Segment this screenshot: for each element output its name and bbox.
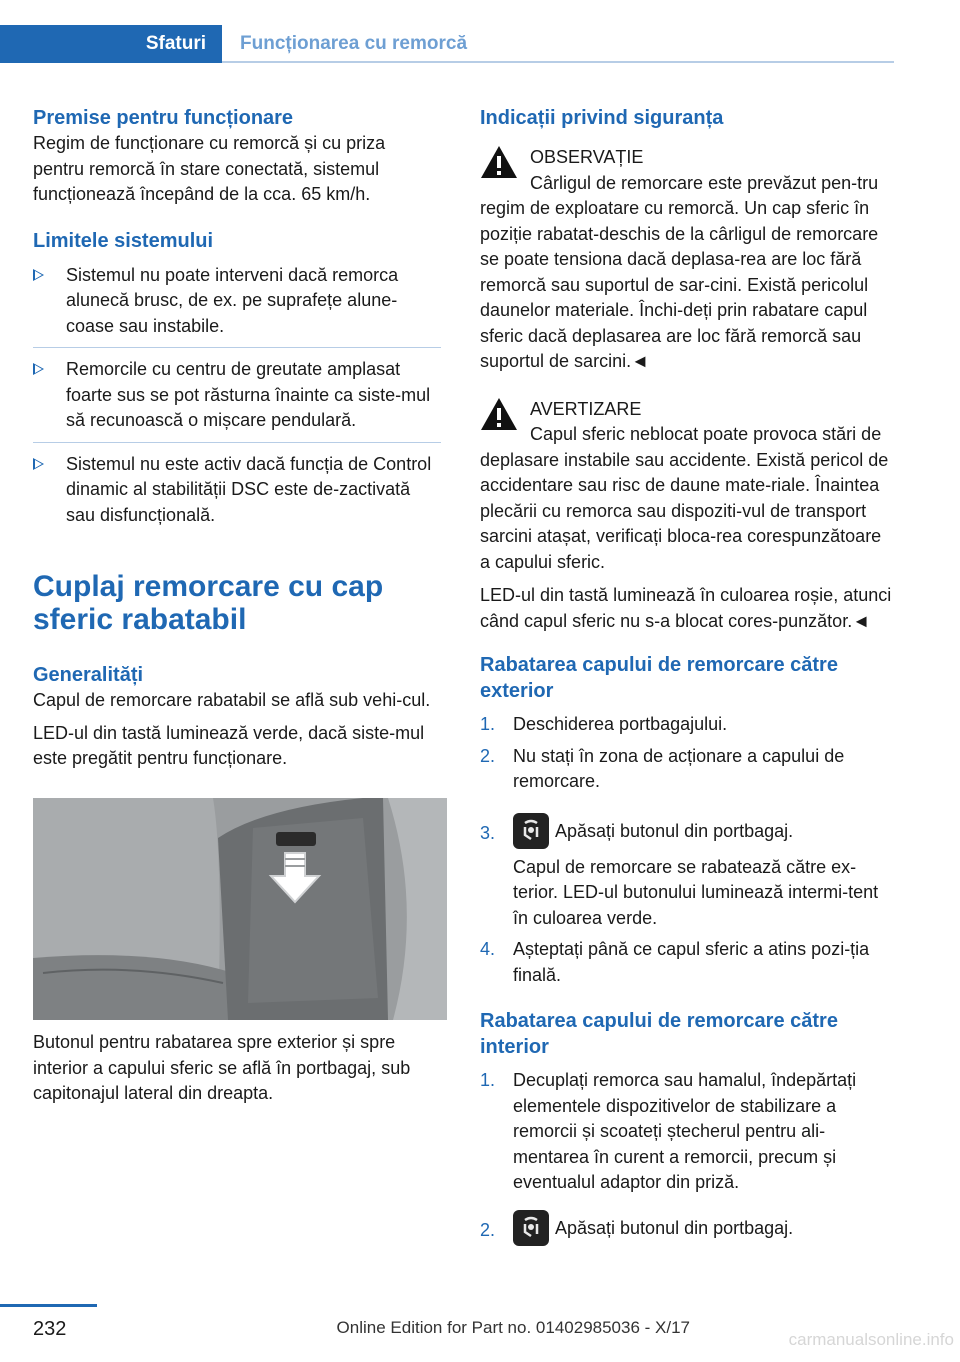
paragraph-general-1: Capul de remorcare rabatabil se află sub vehi-cul.	[33, 690, 431, 710]
step-number: 3.	[480, 822, 496, 843]
photo-caption: Butonul pentru rabatarea spre exterior și spre interior a capului sferic se află în portbagaj, sub capitonajul lateral din dreapta.	[33, 1032, 411, 1103]
heading-generalitati: Generalități	[33, 664, 144, 686]
bullet-triangle-icon	[33, 269, 44, 281]
heading-cuplaj: Cuplaj remorcare cu cap sferic rabatabil	[33, 570, 384, 636]
bullet-text: Remorcile cu centru de greutate amplasat foarte sus se pot răsturna înainte ca siste-mul să recunoască o mișcare pendulară.	[66, 359, 431, 430]
step-text: Așteptați până ce capul sferic a atins pozi-ția finală.	[513, 939, 870, 985]
step-text: Apăsați butonul din portbagaj.	[555, 1217, 794, 1238]
step-text: Apăsați butonul din portbagaj.	[555, 820, 794, 841]
step-text: Nu stați în zona de acționare a capului de remorcare.	[513, 745, 845, 791]
divider	[33, 347, 441, 348]
trunk-button-photo	[33, 798, 447, 1020]
step-number: 1.	[480, 1070, 496, 1090]
bullet-triangle-icon	[33, 363, 44, 375]
heading-exterior: Rabatarea capului de remorcare către exterior	[480, 654, 838, 702]
step-text: Deschiderea portbagajului.	[513, 714, 728, 734]
divider	[33, 442, 441, 443]
header-rule	[222, 61, 894, 63]
step-number: 2.	[480, 745, 496, 766]
warning-label: AVERTIZARE	[530, 398, 642, 419]
step-item	[480, 937, 893, 988]
watermark: carmanualsonline.info	[788, 1330, 954, 1349]
section-label: Sfaturi	[145, 33, 206, 54]
step-number: 1.	[480, 714, 496, 734]
warning-text: Cârligul de remorcare este prevăzut pen-tru regim de exploatare cu remorcă. Un cap sferic în poziție rabatat-deschis de la cârligul de remorcare se poate tensiona dacă deplasa-rea are loc fără remorcă sau suportul de sar-cini. Există pericolul daunelor materiale. Închi-deți prin rabatare capul sferic dacă deplasarea are loc fără remorcă sau suportul de sarcini.◄	[480, 172, 879, 371]
step-item	[480, 813, 896, 849]
bullet-item	[33, 452, 441, 529]
step-result-text: Capul de remorcare se rabatează către ex-terior. LED-ul butonului luminează intermi-tent în culoarea verde.	[513, 856, 879, 928]
step-item	[480, 1068, 896, 1196]
step-number: 4.	[480, 939, 496, 959]
left-column	[33, 100, 453, 772]
right-column	[480, 100, 896, 1246]
step-number: 2.	[480, 1219, 496, 1240]
section-tab	[0, 25, 222, 63]
bullet-text: Sistemul nu este activ dacă funcția de Control dinamic al stabilității DSC este de-zactivată sau disfuncțională.	[66, 453, 432, 525]
heading-limite: Limitele sistemului	[33, 229, 214, 252]
bullet-triangle-icon	[33, 458, 44, 470]
warning-triangle-icon	[480, 397, 518, 431]
step-result	[480, 855, 893, 932]
trailer-hitch-button-icon	[513, 1210, 549, 1246]
page-number: 232	[33, 1318, 67, 1340]
warning-block-avertizare	[480, 397, 896, 576]
chapter-title: Funcționarea cu remorcă	[240, 33, 468, 54]
footer-rule	[0, 1304, 97, 1307]
trailer-hitch-button-icon	[513, 813, 549, 849]
warning-block-observatie	[480, 145, 896, 375]
step-item	[480, 1210, 896, 1246]
step-text: Decuplați remorca sau hamalul, îndepărtați elementele dispozitivelor de stabilizare a remorcii și scoateți ștecherul pentru ali-mentarea în curent a remorcii, precum și eventualul adaptor din priză.	[513, 1070, 857, 1192]
paragraph-premise: Regim de funcționare cu remorcă și cu priza pentru remorcă în stare conectată, sistemul funcționează începând de la cca. 65 km/h.	[33, 133, 386, 204]
edition-note: Online Edition for Part no. 01402985036 - X/17	[336, 1318, 690, 1337]
paragraph-general-2: LED-ul din tastă luminează verde, dacă siste-mul este pregătit pentru funcționare.	[33, 722, 425, 768]
bullet-item	[33, 357, 441, 434]
heading-siguranta: Indicații privind siguranța	[480, 107, 724, 129]
bullet-item	[33, 263, 441, 340]
heading-interior: Rabatarea capului de remorcare către interior	[480, 1010, 838, 1058]
warning-text: Capul sferic neblocat poate provoca stări de deplasare instabile sau accidente. Există pericol de accidentare sau risc de daune mate-riale. Înaintea plecării cu remorca sau dispoziti-vul de transport sarcini atașat, verificați bloca-rea corespunzătoare a capului sferic.	[480, 424, 889, 572]
warning-label: OBSERVAȚIE	[530, 147, 644, 167]
heading-premise: Premise pentru funcționare	[33, 107, 294, 129]
bullet-text: Sistemul nu poate interveni dacă remorca alunecă brusc, de ex. pe suprafețe alune-coase sau instabile.	[66, 264, 399, 336]
paragraph-led: LED-ul din tastă luminează în culoarea roșie, atunci când capul sferic nu s-a blocat cores-punzător.◄	[480, 585, 892, 631]
warning-triangle-icon	[480, 145, 518, 179]
step-item	[480, 744, 888, 795]
step-item	[480, 712, 896, 738]
